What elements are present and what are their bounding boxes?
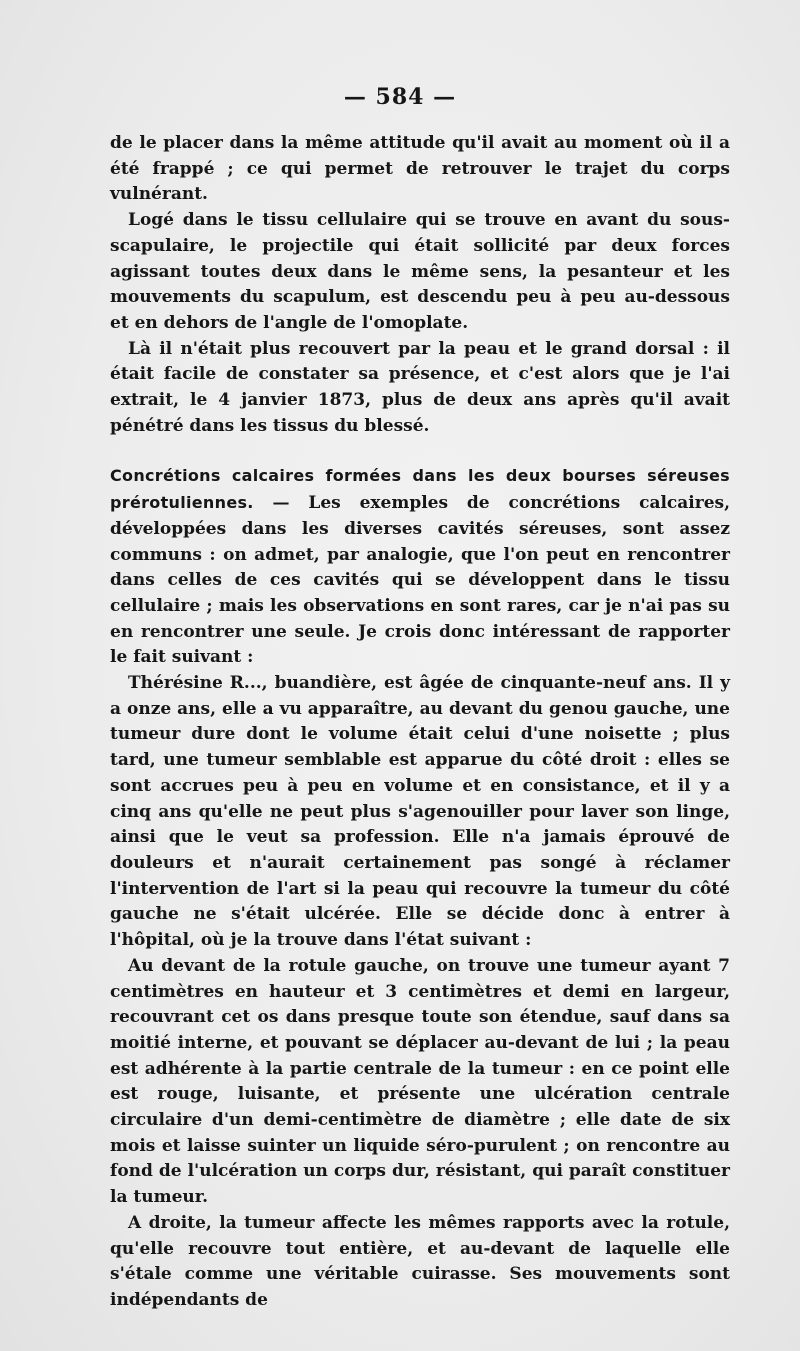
body-text	[110, 131, 730, 1314]
section-spacer	[110, 439, 730, 463]
paragraph-right-knee: A droite, la tumeur affecte les mêmes rapports avec la rotule, qu'elle recouvre tout entière, et au-devant de laquelle elle s'étale comme une véritable cuirasse. Ses mouvements sont indépendants de	[110, 1212, 730, 1310]
section-title: Concrétions calcaires formées dans les deux bourses séreuses prérotuliennes.	[110, 466, 730, 513]
paragraph-continuation: de le placer dans la même attitude qu'il avait au moment où il a été frappé ; ce qui permet de retrouver le trajet du corps vulnérant.	[110, 133, 730, 205]
paragraph-left-knee: Au devant de la rotule gauche, on trouve une tumeur ayant 7 centimètres en hauteur et 3 centimètres et demi en largeur, recouvrant cet os dans presque toute son étendue, sauf dans sa moitié interne, et pouvant se déplacer au-devant de lui ; la peau est adhérente à la partie centrale de la tumeur : en ce point elle est rouge, luisante, et présente une ulcération centrale circulaire d'un demi-centimètre de diamètre ; elle date de six mois et laisse suinter un liquide séro-purulent ; on rencontre au fond de l'ulcération un corps dur, résistant, qui paraît constituer la tumeur.	[110, 955, 730, 1208]
paragraph-extraction: Là il n'était plus recouvert par la peau et le grand dorsal : il était facile de constater sa présence, et c'est alors que je l'ai extrait, le 4 janvier 1873, plus de deux ans après qu'il avait pénétré dans les tissus du blessé.	[110, 338, 730, 436]
paragraph-projectile: Logé dans le tissu cellulaire qui se trouve en avant du sous-scapulaire, le projectile qui était sollicité par deux forces agissant toutes deux dans le même sens, la pesanteur et les mouvements du scapulum, est descendu peu à peu au-dessous et en dehors de l'angle de l'omoplate.	[110, 210, 730, 333]
page-number-header: — 584 —	[343, 84, 457, 110]
section-intro-text: — Les exemples de concrétions calcaires, développées dans les diverses cavités séreuses, sont assez communs : on admet, par analogie, que l'on peut en rencontrer dans celles de ces cavités qui se développent dans le tissu cellulaire ; mais les observations en sont rares, car je n'ai pas su en rencontrer une seule. Je crois donc intéressant de rapporter le fait suivant :	[110, 493, 730, 668]
paragraph-section-intro	[110, 463, 730, 671]
paragraph-case-history: Thérésine R..., buandière, est âgée de cinquante-neuf ans. Il y a onze ans, elle a vu apparaître, au devant du genou gauche, une tumeur dure dont le volume était celui d'une noisette ; plus tard, une tumeur semblable est apparue du côté droit : elles se sont accrues peu à peu en volume et en consistance, et il y a cinq ans qu'elle ne peut plus s'agenouiller pour laver son linge, ainsi que le veut sa profession. Elle n'a jamais éprouvé de douleurs et n'aurait certainement pas songé à réclamer l'intervention de l'art si la peau qui recouvre la tumeur du côté gauche ne s'était ulcérée. Elle se décide donc à entrer à l'hôpital, où je la trouve dans l'état suivant :	[110, 673, 730, 951]
